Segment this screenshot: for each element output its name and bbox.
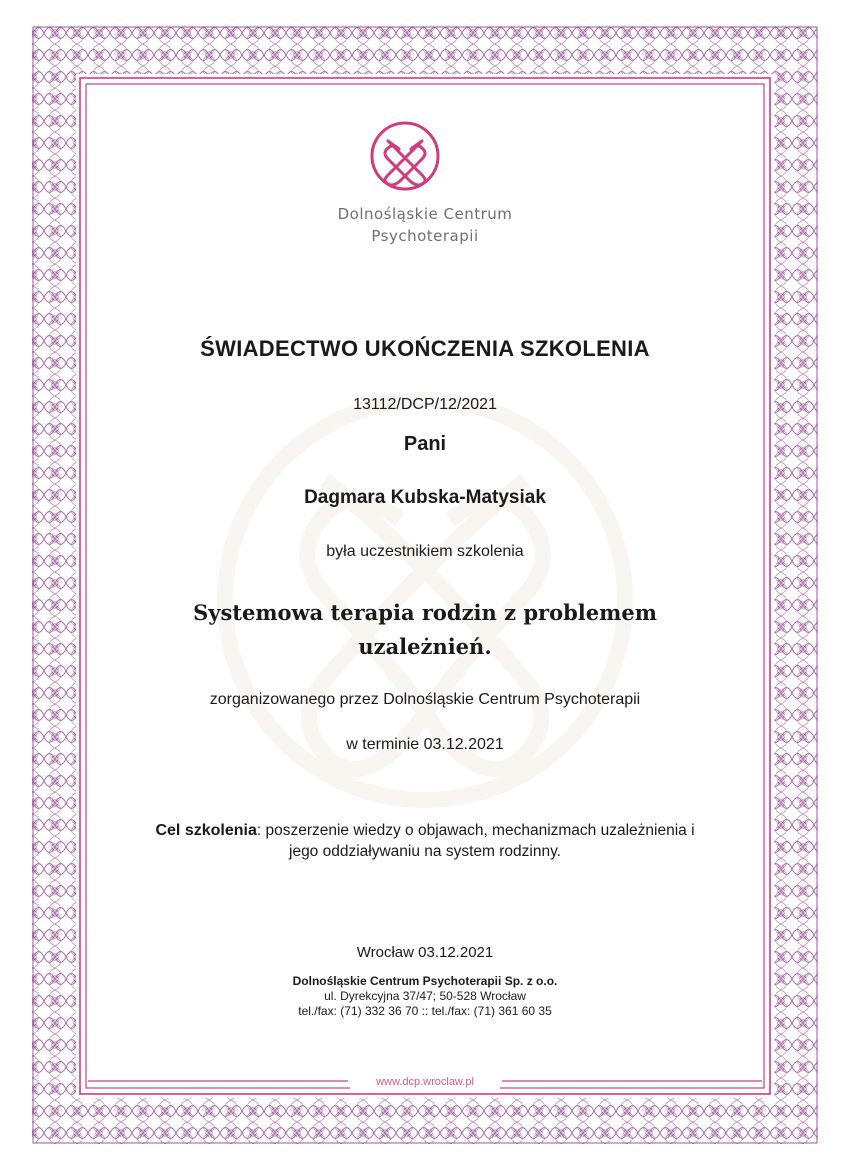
certificate-title: ŚWIADECTWO UKOŃCZENIA SZKOLENIA: [200, 336, 650, 361]
recipient-name: Dagmara Kubska-Matysiak: [304, 487, 546, 508]
certificate-number: 13112/DCP/12/2021: [353, 396, 497, 413]
goal-text-2: jego oddziaływaniu na system rodzinny.: [289, 843, 561, 860]
company-name: Dolnośląskie Centrum Psychoterapii Sp. z o.o.: [292, 974, 558, 988]
organizer-text: zorganizowanego przez Dolnośląskie Centrum Psychoterapii: [209, 691, 641, 708]
training-goal: [0, 820, 850, 862]
company-address: ul. Dyrekcyjna 37/47; 50-528 Wrocław: [324, 989, 526, 1003]
goal-text-1: : poszerzenie wiedzy o objawach, mechanizmach uzależnienia i: [256, 822, 695, 839]
goal-label: Cel szkolenia: [155, 822, 257, 839]
course-title: [0, 596, 850, 664]
company-block: [0, 974, 850, 1019]
place-date: Wrocław 03.12.2021: [356, 944, 494, 961]
company-phones: tel./fax: (71) 332 36 70 :: tel./fax: (71) 361 60 35: [298, 1004, 552, 1018]
website-link[interactable]: www.dcp.wroclaw.pl: [350, 1075, 500, 1089]
course-title-line-2: uzależnień.: [358, 634, 492, 659]
course-title-line-1: Systemowa terapia rodzin z problemem: [193, 600, 657, 625]
honorific: Pani: [403, 433, 447, 455]
logo-line-2: Psychoterapii: [371, 227, 479, 245]
date-text: w terminie 03.12.2021: [346, 736, 504, 753]
participation-text: była uczestnikiem szkolenia: [326, 543, 524, 560]
logo-name: [0, 203, 850, 247]
logo-line-1: Dolnośląskie Centrum: [337, 205, 513, 223]
